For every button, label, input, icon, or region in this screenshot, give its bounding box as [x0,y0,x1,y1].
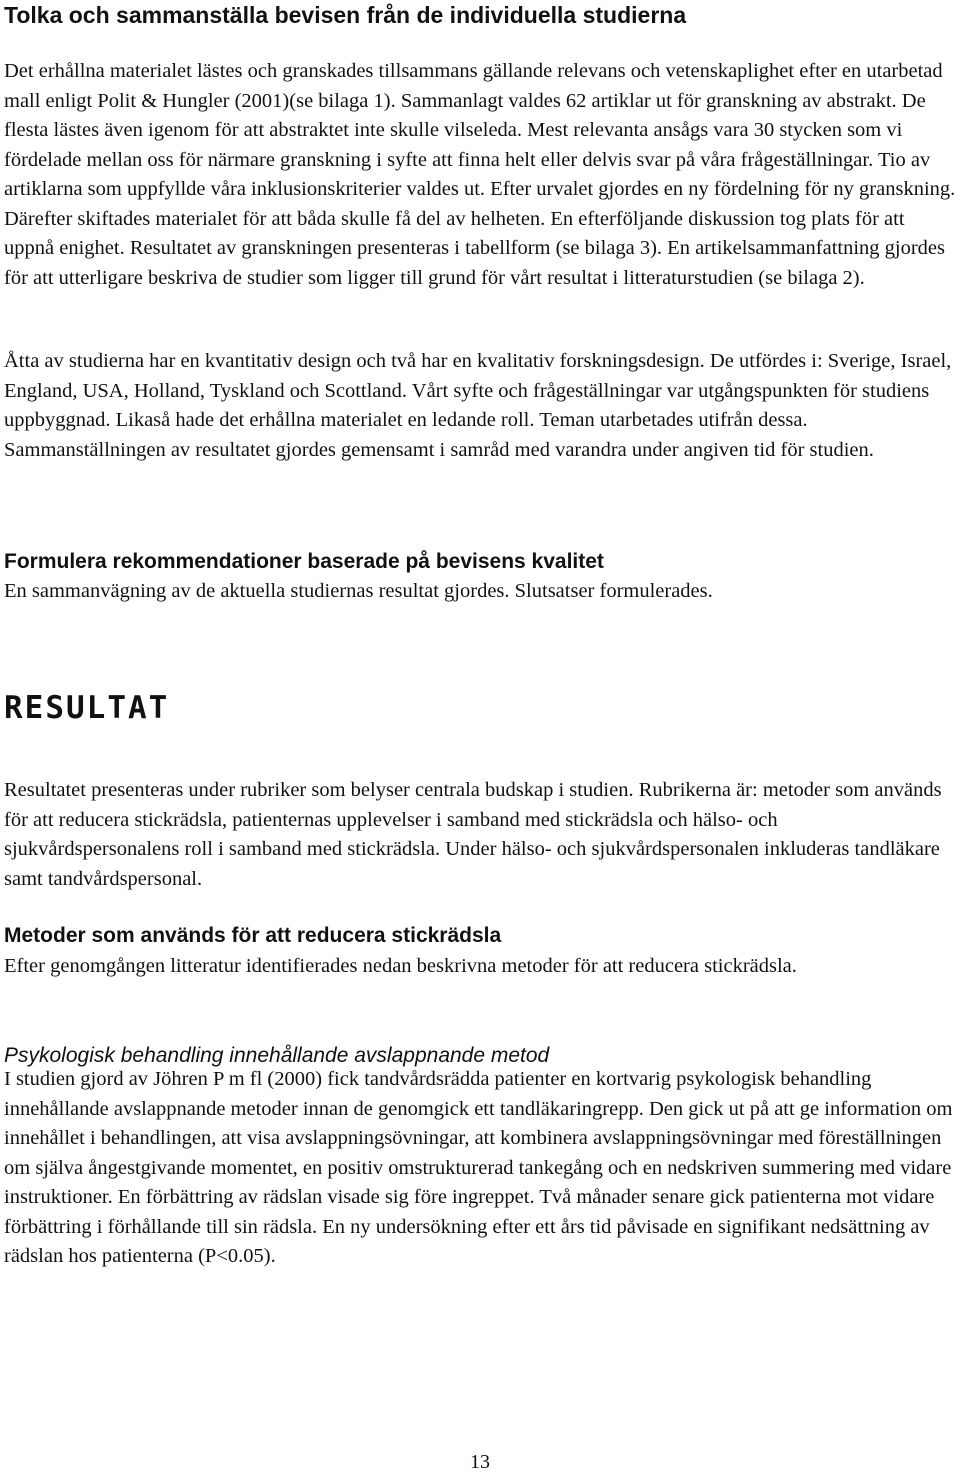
paragraph-psychological-treatment: I studien gjord av Jöhren P m fl (2000) fick tandvårdsrädda patienter en kortvarig psykologisk behandling innehållande avslappnande metoder innan de genomgick ett tandläkaringrepp. Den gick ut på att ge information om innehållet i behandlingen, att visa avslappningsövningar, att kombinera avslappningsövningar med föreställningen om själva ångestgivande momentet, en positiv omstrukturerad tankegång och en nedskriven summering med vidare instruktioner. En förbättring av rädslan visade sig före ingreppet. Två månader senare gick patienterna mot vidare förbättring i förhållande till sin rädsla. En ny undersökning efter ett års tid påvisade en signifikant nedsättning av rädslan hos patienterna (P<0.05). [4,1068,953,1267]
paragraph-material-review: Det erhållna materialet lästes och granskades tillsammans gällande relevans och vetenskaplighet efter en utarbetad mall enligt Polit & Hungler (2001)(se bilaga 1). Sammanlagt valdes 62 artiklar ut för granskning av abstrakt. De flesta lästes även igenom för att abstraktet inte skulle vilseleda. Mest relevanta ansågs vara 30 stycken som vi fördelade mellan oss för närmare granskning i syfte att finna helt eller delvis svar på våra frågeställningar. Tio av artiklarna som uppfyllde våra inklusionskriterier valdes ut. Efter urvalet gjordes en ny fördelning för ny granskning. Därefter skiftades materialet för att båda skulle få del av helheten. En efterföljande diskussion tog plats för att uppnå enighet. Resultatet av granskningen presenteras i tabellform (se bilaga 3). En artikelsammanfattning gjordes för att utterligare beskriva de studier som ligger till grund för vårt resultat i litteraturstudien (se bilaga 2). [4,60,956,289]
section-heading-methods: Metoder som används för att reducera stickrädsla [4,924,502,947]
section-heading-recommendations: Formulera rekommendationer baserade på bevisens kvalitet [4,550,604,573]
paragraph-recommendations: En sammanvägning av de aktuella studiernas resultat gjordes. Slutsatser formulerades. [4,580,713,602]
paragraph-methods: Efter genomgången litteratur identifierades nedan beskrivna metoder för att reducera stickrädsla. [4,955,797,977]
paragraph-study-design: Åtta av studierna har en kvantitativ design och två har en kvalitativ forskningsdesign. De utfördes i: Sverige, Israel, England, USA, Holland, Tyskland och Scottland. Vårt syfte och frågeställningar var utgångspunkten för studiens uppbyggnad. Likaså hade det erhållna materialet en ledande roll. Teman utarbetades utifrån dessa. Sammanställningen av resultatet gjordes gemensamt i samråd med varandra under angiven tid för studien. [4,350,952,461]
page-number: 13 [470,1451,490,1473]
result-heading: RESULTAT [4,690,170,726]
subheading-psychological-treatment: Psykologisk behandling innehållande avslappnande metod [4,1044,550,1067]
section-heading-interpret: Tolka och sammanställa bevisen från de individuella studierna [4,2,687,28]
paragraph-result-intro: Resultatet presenteras under rubriker som belyser centrala budskap i studien. Rubrikerna är: metoder som används för att reducera stickrädsla, patienternas upplevelser i samband med stickrädsla och hälso- och sjukvårdspersonalens roll i samband med stickrädsla. Under hälso- och sjukvårdspersonalen inkluderas tandläkare samt tandvårdspersonal. [4,779,942,890]
